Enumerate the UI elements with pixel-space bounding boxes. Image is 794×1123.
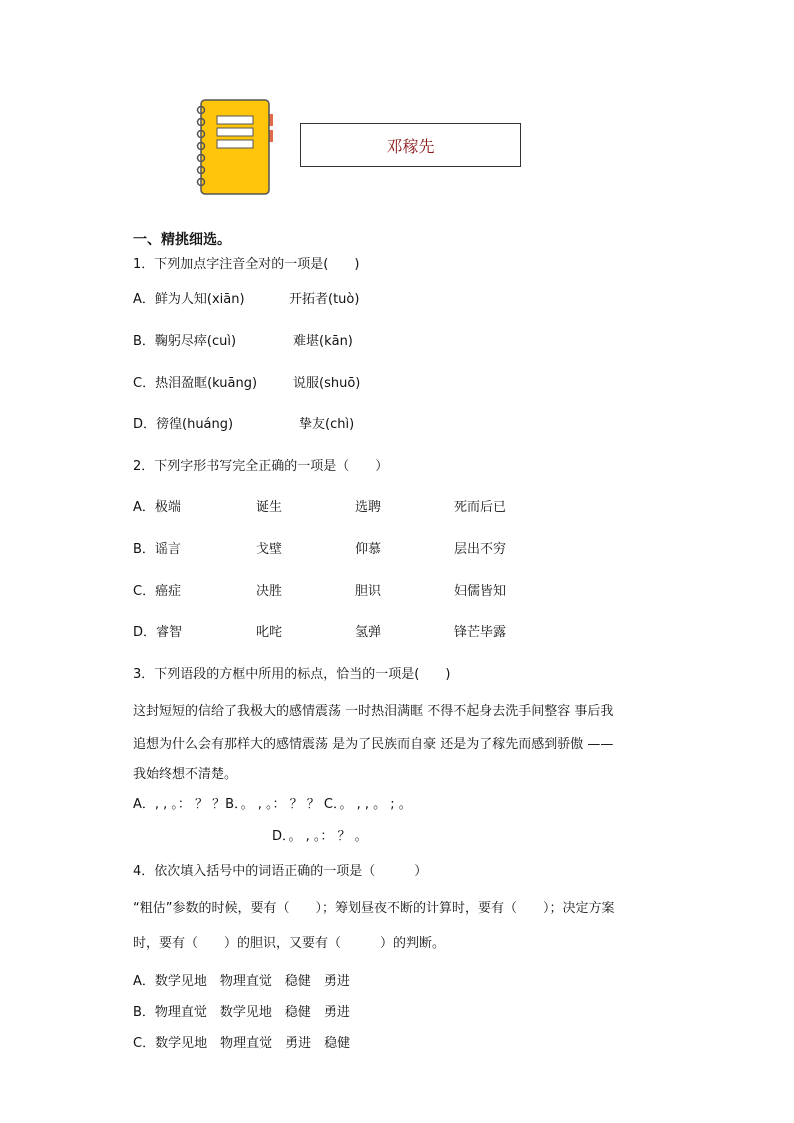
q4-passage-line-1: “粗估”参数的时候，要有（ ）；筹划昼夜不断的计算时，要有（ ）；决定方案 [133, 901, 615, 916]
q3-passage-line-3: 我始终想不清楚。 [133, 767, 238, 782]
q2-option-d-2: 叱咤 [256, 625, 283, 640]
q3-passage-line-1: 这封短短的信给了我极大的感情震荡 一时热泪满眶 不得不起身去洗手间整容 事后我 [133, 704, 614, 719]
q2-option-c-4: 妇儒皆知 [454, 584, 507, 599]
q2-option-a-4: 死而后已 [454, 500, 507, 515]
q1-option-d-2: 挚友(chì) [299, 417, 355, 432]
q1-option-a: A．鲜为人知(xiān) [133, 292, 245, 307]
q2-option-b-4: 层出不穷 [454, 542, 507, 557]
q4-option-b: B．物理直觉 数学见地 稳健 勇进 [133, 1005, 350, 1020]
q1-option-d: D．徬徨(huáng) [133, 417, 234, 432]
q2-option-a-2: 诞生 [256, 500, 283, 515]
q1-stem: 1．下列加点字注音全对的一项是( ) [133, 257, 360, 272]
q2-option-c-1: C．癌症 [133, 584, 182, 599]
q3-options-line-1: A．, , 。： ？ ？B．。 , 。： ？ ？ C．。 , , 。 ; 。 [133, 797, 412, 812]
q2-option-d-4: 锋芒毕露 [454, 625, 507, 640]
q2-option-a-1: A．极端 [133, 500, 181, 515]
q1-option-b: B．鞠躬尽瘁(cuì) [133, 334, 237, 349]
q4-passage-line-2: 时，要有（ ）的胆识，又要有（ ）的判断。 [133, 936, 446, 951]
q2-option-c-2: 决胜 [256, 584, 283, 599]
q3-stem: 3．下列语段的方框中所用的标点，恰当的一项是( ) [133, 667, 451, 682]
q2-option-d-3: 氢弹 [355, 625, 382, 640]
q4-option-c: C．数学见地 物理直觉 勇进 稳健 [133, 1036, 351, 1051]
q4-option-a: A．数学见地 物理直觉 稳健 勇进 [133, 974, 350, 989]
q2-option-b-3: 仰慕 [355, 542, 382, 557]
q2-stem: 2．下列字形书写完全正确的一项是（ ） [133, 459, 389, 474]
q2-option-d-1: D．睿智 [133, 625, 183, 640]
q2-option-b-2: 戈壁 [256, 542, 283, 557]
q1-option-c: C．热泪盈眶(kuāng) [133, 376, 258, 391]
q2-option-a-3: 选聘 [355, 500, 382, 515]
section-heading: 一、精挑细选。 [133, 232, 231, 248]
title-box [300, 123, 521, 167]
q1-option-c-2: 说服(shuō) [293, 376, 361, 391]
page-title: 邓稼先 [386, 136, 435, 156]
q1-option-a-2: 开拓者(tuò) [289, 292, 360, 307]
notebook-icon [195, 98, 275, 196]
q3-passage-line-2: 追想为什么会有那样大的感情震荡 是为了民族而自豪 还是为了稼先而感到骄傲 —— [133, 737, 614, 752]
q4-stem: 4．依次填入括号中的词语正确的一项是（ ） [133, 864, 428, 879]
q2-option-c-3: 胆识 [355, 584, 382, 599]
q1-option-b-2: 难堪(kān) [293, 334, 353, 349]
q3-options-line-2: D．。 , 。： ？ 。 [272, 829, 368, 844]
q2-option-b-1: B．谣言 [133, 542, 181, 557]
